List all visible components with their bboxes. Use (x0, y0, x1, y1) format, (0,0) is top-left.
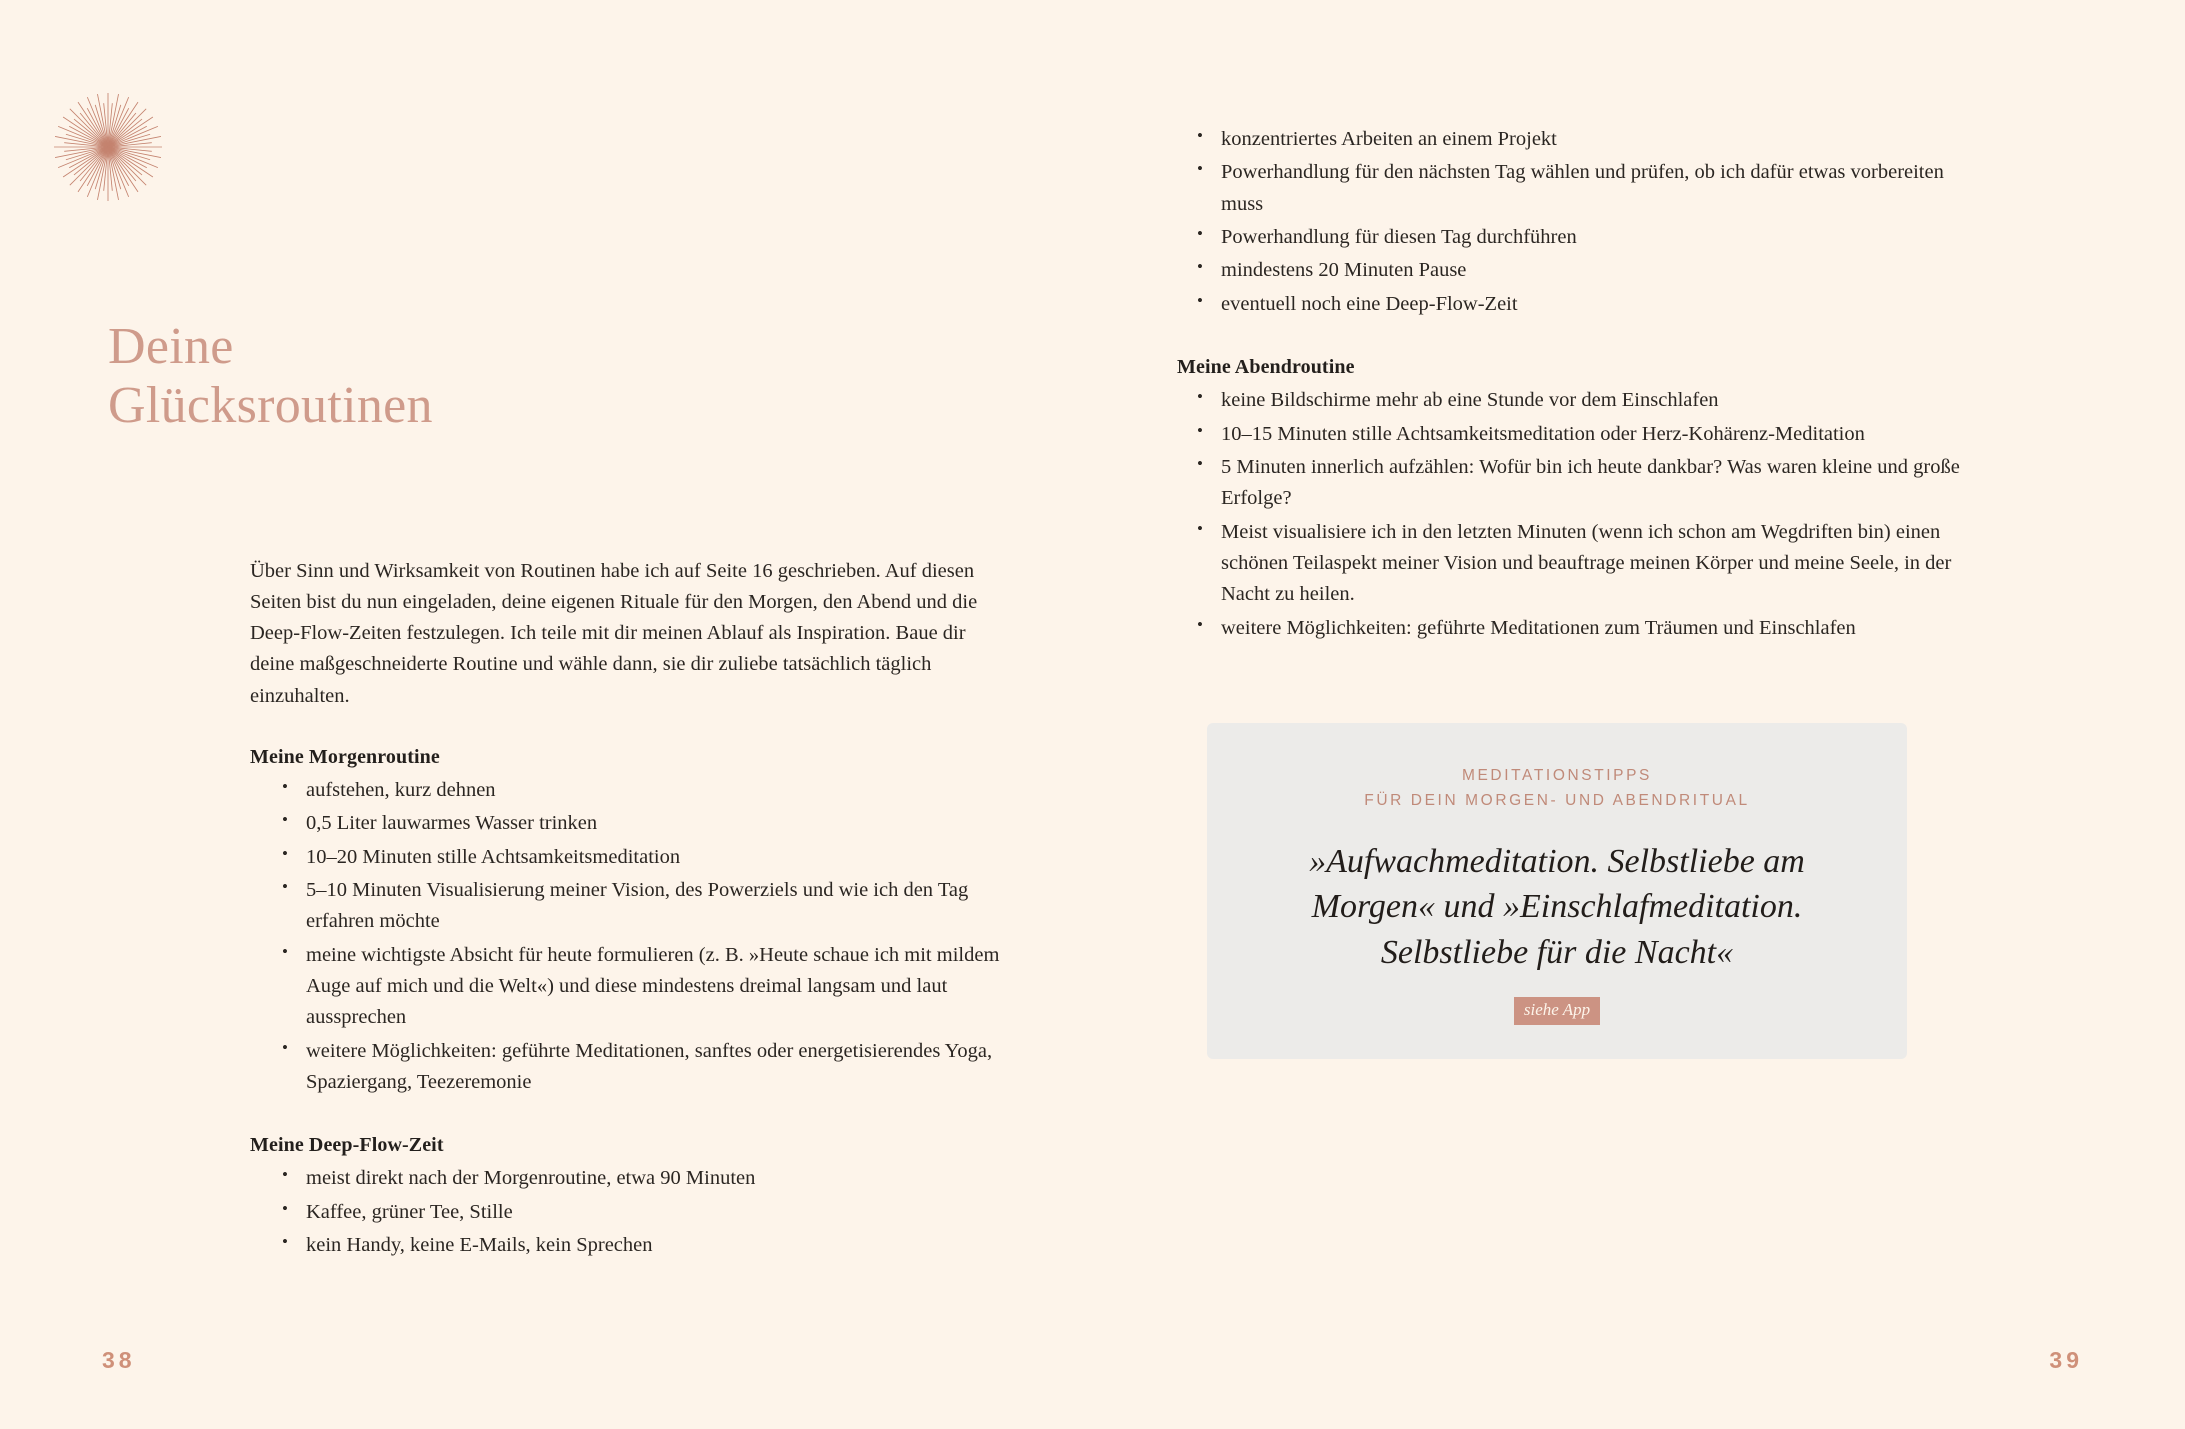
meditation-tip-box (1207, 723, 1907, 1059)
abendroutine-list (1177, 385, 1967, 644)
list-item: • aufstehen, kurz dehnen (282, 775, 1010, 806)
list-item: • 10–20 Minuten stille Achtsamkeitsmeditation (282, 842, 1010, 873)
starburst-icon (52, 91, 164, 203)
tip-badge-wrap (1251, 997, 1863, 1025)
page-number-left: 38 (102, 1347, 136, 1373)
list-item: • mindestens 20 Minuten Pause (1197, 255, 1967, 286)
siehe-app-badge[interactable]: siehe App (1514, 997, 1600, 1025)
list-item: • weitere Möglichkeiten: geführte Meditationen, sanftes oder energetisierendes Yoga, Spaziergang, Teezeremonie (282, 1036, 1010, 1099)
left-page-body (250, 556, 1010, 1263)
list-item: • Powerhandlung für diesen Tag durchführen (1197, 222, 1967, 253)
page-title-line-2: Glücksroutinen (108, 376, 433, 434)
page-number-right: 39 (2049, 1347, 2083, 1373)
section-heading-deep-flow-zeit: Meine Deep-Flow-Zeit (250, 1134, 444, 1157)
continued-list (1177, 124, 1967, 320)
list-item: • meist direkt nach der Morgenroutine, etwa 90 Minuten (282, 1163, 1010, 1194)
deep-flow-list (250, 1163, 1010, 1261)
list-item: • 0,5 Liter lauwarmes Wasser trinken (282, 808, 1010, 839)
tip-box-kicker (1251, 763, 1863, 813)
tip-box-kicker-line-2: FÜR DEIN MORGEN- UND ABENDRITUAL (1364, 792, 1750, 810)
list-item: • meine wichtigste Absicht für heute formulieren (z. B. »Heute schaue ich mit mildem Auge auf mich und die Welt«) und diese mindestens dreimal langsam und laut aussprechen (282, 940, 1010, 1034)
list-item: • 5 Minuten innerlich aufzählen: Wofür bin ich heute dankbar? Was waren kleine und große Erfolge? (1197, 452, 1967, 515)
list-item: • kein Handy, keine E-Mails, kein Sprechen (282, 1230, 1010, 1261)
list-item: • Powerhandlung für den nächsten Tag wählen und prüfen, ob ich dafür etwas vorbereiten muss (1197, 157, 1967, 220)
list-item: • 5–10 Minuten Visualisierung meiner Vision, des Powerziels und wie ich den Tag erfahren möchte (282, 875, 1010, 938)
list-item: • keine Bildschirme mehr ab eine Stunde vor dem Einschlafen (1197, 385, 1967, 416)
list-item: • konzentriertes Arbeiten an einem Projekt (1197, 124, 1967, 155)
list-item: • eventuell noch eine Deep-Flow-Zeit (1197, 289, 1967, 320)
section-heading-morgenroutine: Meine Morgenroutine (250, 745, 440, 768)
list-item: • Kaffee, grüner Tee, Stille (282, 1197, 1010, 1228)
list-item: • weitere Möglichkeiten: geführte Meditationen zum Träumen und Einschlafen (1197, 613, 1967, 644)
page-title-line-1: Deine (108, 318, 234, 375)
right-page-body (1177, 122, 1967, 646)
morgenroutine-list (250, 775, 1010, 1099)
intro-paragraph: Über Sinn und Wirksamkeit von Routinen habe ich auf Seite 16 geschrieben. Auf diesen Seiten bist du nun eingeladen, deine eigenen Rituale für den Morgen, den Abend und die Deep-Flow-Zeiten festzulegen. Ich teile mit dir meinen Ablauf als Inspiration. Baue dir deine maßgeschneiderte Routine und wähle dann, sie dir zuliebe tatsächlich täglich einzuhalten. (250, 560, 978, 707)
tip-box-quote: »Aufwachmeditation. Selbstliebe am Morgen« und »Einschlafmeditation. Selbstliebe für die Nacht« (1309, 843, 1805, 971)
tip-box-kicker-line-1: MEDITATIONSTIPPS (1461, 767, 1652, 784)
list-item: • 10–15 Minuten stille Achtsamkeitsmeditation oder Herz-Kohärenz-Meditation (1197, 419, 1967, 450)
page-title (108, 318, 1038, 436)
list-item: • Meist visualisiere ich in den letzten Minuten (wenn ich schon am Wegdriften bin) einen schönen Teilaspekt meiner Vision und beauftrage meinen Körper und meine Seele, in der Nacht zu heilen. (1197, 517, 1967, 611)
section-heading-abendroutine: Meine Abendroutine (1177, 356, 1355, 379)
